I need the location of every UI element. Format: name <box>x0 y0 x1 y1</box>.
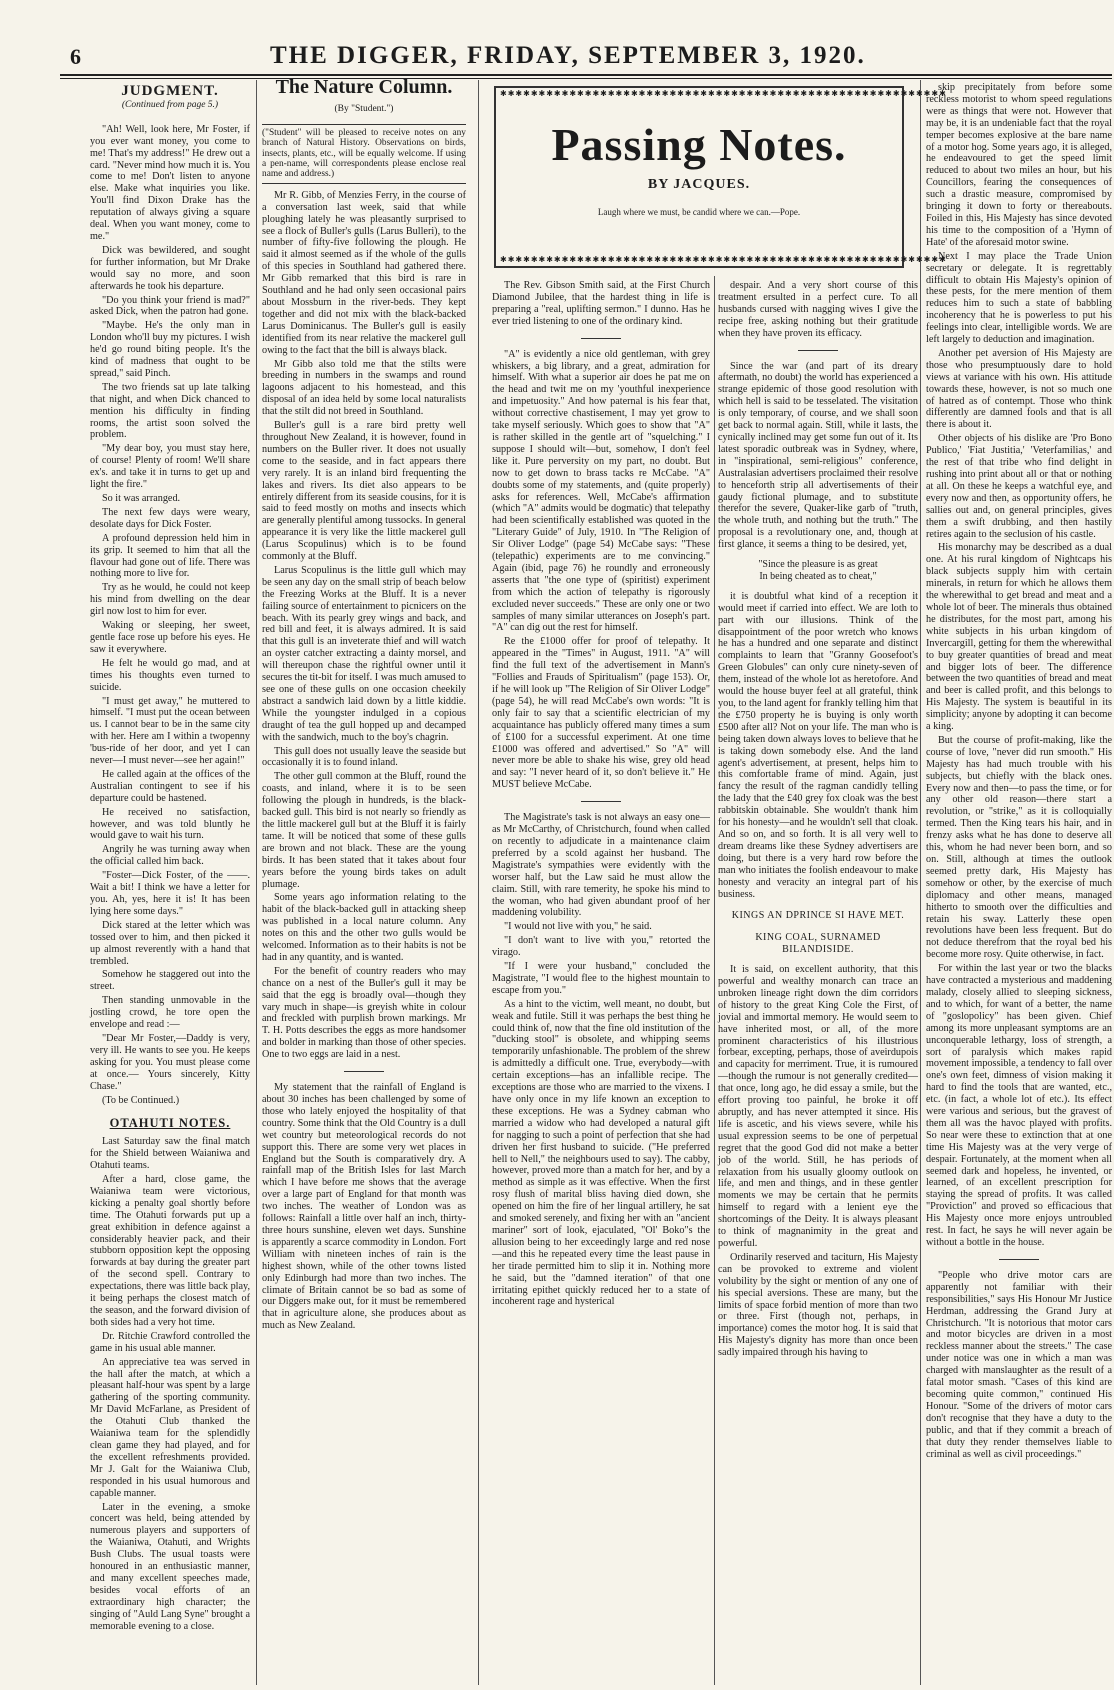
paragraph: it is doubtful what kind of a reception it would meet if carried into effect. We are loth to part with our illusions. Think of the disappointment of the poor wretch who knows he has a hundred and one separate and distinct complaints to learn that "Granny Goosefoot's Green Globules" can only cure ninety-seven of them, instead of the whole lot as heretofore. And would the house buyer feel at all grateful, think you, to the land agent for frankly telling him that the £750 property he is buying is only worth £500 after all? Not on your life. The man who is being taken down always loves to believe that he is taking down somebody else. And the land agent's advertisement, at present, helps him to this comfortable frame of mind. Again, just fancy the result of the ragman candidly telling the lady that the £40 grey fox cloak was the best rabbitskin obtainable. She wouldn't thank him for his honesty—and he wouldn't sell that cloak. And so on, and so forth. It is all very well to dream dreams like these Sydney advertisers are doing, but there is a very hard row before the man who initiates the foolish endeavour to make honesty and veracity an integral part of his business. <box>718 590 918 900</box>
star-border: ✱✱✱✱✱✱✱✱✱✱✱✱✱✱✱✱✱✱✱✱✱✱✱✱✱✱✱✱✱✱✱✱✱✱✱✱✱✱✱✱✱✱✱✱✱✱✱✱✱✱✱✱✱✱✱✱✱✱ <box>500 255 947 264</box>
masthead-rule <box>60 74 1112 76</box>
page-number: 6 <box>70 44 81 69</box>
paragraph: He received no satisfaction, however, and was told bluntly he would gave to wait his turn. <box>90 806 250 842</box>
paragraph: Try as he would, he could not keep his mind from dwelling on the dear girl now lost to him for ever. <box>90 582 250 618</box>
passing-notes-header-box <box>494 86 947 268</box>
column-divider <box>920 80 921 1685</box>
paragraph: skip precipitately from before some reckless motorist to whom speed regulations were as things that were not. However that may be, it is an undeniable fact that the royal temper becomes explosive at the bare name of a motor hog. Some years ago, it is alleged, he endeavoured to get the speed limit reduced to about two miles an hour, but his Councillors, fearing the consequences of such a drastic measure, compromised by bringing it down to forty or thereabouts. Foiled in this, His Majesty has since devoted his time to the composition of a 'Hymn of Hate' of the aforesaid motor swine. <box>926 82 1112 248</box>
paragraph: But the course of profit-making, like the course of love, "never did run smooth." His Majesty has had much trouble with his subjects, but chiefly with the black ones. Every now and then—to pass the time, or for any other old reason—there start a revolution, or "strike," as it is colloquially termed. Then the King tears his hair, and in frenzy asks what he has done to deserve all this, whom he had never been born, and so on. Still, although at times the outlook seemed pretty dark, His Majesty has somehow or other, by the exercise of much diplomacy and other means, managed hitherto to smooth over the difficulties and retain his sway. Latterly these open revolutions have been less frequent. But do not deduce therefrom that the royal bed his become more rosy. Quite otherwise, in fact. <box>926 734 1112 961</box>
verse-line: "Since the pleasure is as great <box>758 559 878 571</box>
paragraph: Buller's gull is a rare bird pretty well throughout New Zealand, it is however, found in numbers on the Buller river. It does not usually come to the seaside, and in fact appears there very rarely. It is an inland bird frequenting the lakes and rivers. Its diet also appears to be entirely different from its seaside cousins, for it is said to feed mostly on moths and insects which are generally plentiful among tussocks. In general appearance it is very like the little mackerel gull (Larus Scopulinus) which is to be found commonly at the Bluff. <box>262 420 466 563</box>
paragraph: Re the £1000 offer for proof of telepathy. It appeared in the "Times" in August, 1911. "A" will find the full text of the advertisement in Mann's "Follies and Frauds of Spiritualism" (page 153). Or, if he will look up "The Religion of Sir Oliver Lodge" (page 54), he will read McCabe's own words: "It is only fair to say that a scientific electrician of my acquaintance has publicly offered many times a sum of £100 for a successful experiment. At one time £1000 was offered and advertised." So "A" will never more be able to shake his wise, grey old head and say: "I never heard of it, so don't believe it." He MUST believe McCabe. <box>492 636 710 791</box>
column-divider <box>478 80 479 1685</box>
masthead-rule-thin <box>60 78 1112 79</box>
paragraph: After a hard, close game, the Waianiwa team were victorious, kicking a penalty goal shortly before time. The Otahuti forwards put up a great exhibition in defence against a considerably heavier pack, and their stubborn opposition kept the opposing forwards at bay during the greater part of the second spell. Contrary to expectations, there was little back play, it being perhaps the closest match of the season, and the forward division of both sides had a very hot time. <box>90 1174 250 1328</box>
column-passing-notes-3 <box>926 82 1112 1682</box>
paragraph: Somehow he staggered out into the street. <box>90 969 250 993</box>
paragraph: Angrily he was turning away when the official called him back. <box>90 844 250 868</box>
paragraph: "Ah! Well, look here, Mr Foster, if you ever want money, you come to me! That's my address!" He drew out a card. "Never mind how much it is. You come to me! Don't listen to anyone else. Make what inquiries you like. You'll find Dixon Drake has the reputation of always giving a square deal. When you want money, come to me." <box>90 123 250 242</box>
section-rule <box>798 350 838 351</box>
column-divider <box>714 276 715 1685</box>
continued-note: (Continued from page 5.) <box>121 99 219 110</box>
paragraph: "A" is evidently a nice old gentleman, with grey whiskers, a big library, and a great, admiration for himself. With what a superior air does he pat me on the head and twit me on my 'youthful inexperience and impetuosity." And how paternal is his fear that, without corrective chastisement, I may yet grow to take myself seriously. Which goes to show that "A" is rather skilled in the gentle art of "squelching." I suppose I should wilt—but, somehow, I don't feel like it. Pure perversity on my part, no doubt. But now to get down to brass tacks re McCabe. "A" doubts some of my statements, and (quite properly) asks for references. Well, McCabe's affirmation (which "A" admits would be dogmatic) that telepathy had been scientifically established was quoted in the "Literary Guide" of July, 1910. In "The Religion of Sir Oliver Lodge" (page 54) McCabe says: "These (telepathic) experiments are to me convincing." Again (ibid, page 76) he roundly and erroneously asserts that "the one type of (spiritist) experiment from which the action of telepathy is rigorously excluded never succeeds." These are only one or two samples of many similar utterances on Joseph's part. "A" can dig out the rest for himself. <box>492 348 710 634</box>
paragraph: It is said, on excellent authority, that this powerful and wealthy monarch can trace an unbroken lineage right down the dim corridors of history to the great King Cole the First, of jovial and immortal memory. He would seem to have inherited most, or all, of the more prominent characteristics of his illustrious forbear, excepting, perhaps, those of aveirdupois and capacity for merriment. True, it is rumoured—though the rumour is not generally credited—that once, long ago, he did essay a smile, but the effort proving too painful, he broke it off abruptly, and has never attempted it since. His life is ascetic, and his views severe, while his usual expression seems to be one of perpetual regret that the good God did not make a better job of the world. Still, he has periods of relaxation from his usually gloomy outlook on life, and men and things, and in these gentler moments we may be certain that he permits himself to regard with a lenient eye the shortcomings of the Deity. It is always pleasant to think of magnanimity in the great and powerful. <box>718 964 918 1249</box>
paragraph: Some years ago information relating to the habit of the black-backed gull in attacking sheep was published in a local nature column. Any notes on this and the other two gulls would be welcomed. Information as to their habits is not be had in any quantity, and is wanted. <box>262 892 466 963</box>
paragraph: Larus Scopulinus is the little gull which may be seen any day on the small strip of beach below the Freezing Works at the Bluff. It is a never failing source of entertainment to picnicers on the beach. With its pearly grey wings and back, and red bill and feet, it is always admired. It is said that this gull is an inveterate thief and will watch an oyster catcher extracting a dainty morsel, and will thereupon chase the rightful owner until it secures the tit-bit for itself. I was much amused to see one of these gulls on one occasion cheekily abstract a sandwich laid down by a little kiddie. While the youngster indulged in a copious draught of tea the gull hopped up and decamped with the sandwich, much to the boy's chagrin. <box>262 564 466 743</box>
paragraph: despair. And a very short course of this treatment ersulted in a perfect cure. To all husbands cursed with nagging wives I give the recipe free, asking nothing but their gratitude when they have proven its efficacy. <box>718 280 918 339</box>
editor-notice: ("Student" will be pleased to receive notes on any branch of Natural History. Observations on birds, insects, plants, etc., will be equally welcome. If using a pen-name, will correspondents please enclose real name and address.) <box>262 124 466 184</box>
story-title: JUDGMENT. <box>121 83 219 99</box>
paragraph: The Magistrate's task is not always an easy one—as Mr McCarthy, of Christchurch, found when called on recently to adjudicate in a maintenance claim preferred by a scold against her husband. The Magistrate's sympathies were evidently with the worser half, but the Law said he must allow the claim. Still, with rare temerity, he spoke his mind to the woman, who had given abundant proof of her maddening volubility. <box>492 812 710 919</box>
paragraph: For the benefit of country readers who may chance on a nest of the Buller's gull it may be said that the egg is broadly oval—though they vary much in shape—is greyish white in colour and freckled with purplish brown markings. Mr T. H. Potts describes the eggs as more handsomer and bolder in marking than those of other species. One to two eggs are laid in a nest. <box>262 965 466 1061</box>
column-nature <box>262 76 466 1682</box>
paragraph: As a hint to the victim, well meant, no doubt, but weak and futile. Still it was perhaps the best thing he could think of, now that the fine old institution of the "ducking stool" is obsolete, and whipping seems temporarily unfashionable. The problem of the shrew is admittedly a difficult one. True, everybody—with certain exceptions—has an infallible recipe. The exceptions are those who are married to the vixens. I have only once in my life known an exception to these exceptions. He was a Sydney cabman who married a widow who had developed a natural gift for nagging to such a point of perfection that she had driven her first husband to suicide. ("He preferred hell to Nell," the neighbours used to say). The cabby, however, proved more than a match for her, and by a method as simple as it was effective. When the first rosy flush of marital bliss having died down, she opened on him the fire of her lingual artillery, he sat and smoked serenely, and fixing her with an "ancient mariner" sort of look, ejaculated, "Ol' Boko"s the allusion being to her exceedingly large and red nose—and this he repeated every time the least pause in her tirade permitted him to slip it in. Nothing more he said, but the "damned iteration" of that one irritating epithet quickly reduced her to a state of incoherent rage and hysterical <box>492 998 710 1308</box>
paragraph: This gull does not usually leave the seaside but occasionally it is to found inland. <box>262 745 466 769</box>
star-border: ✱✱✱✱✱✱✱✱✱✱✱✱✱✱✱✱✱✱✱✱✱✱✱✱✱✱✱✱✱✱✱✱✱✱✱✱✱✱✱✱✱✱✱✱✱✱✱✱✱✱✱✱✱✱✱✱✱✱ <box>500 89 947 98</box>
paragraph: Then standing unmovable in the jostling crowd, he tore open the envelope and read :— <box>90 995 250 1031</box>
section-rule <box>999 1259 1039 1260</box>
paragraph: Mr Gibb also told me that the stilts were breeding in numbers in the swamps and round lagoons adjacent to his homestead, and this disposal of an idea held by some local naturalists that the stilt did not breed in Southland. <box>262 358 466 418</box>
paragraph: The Rev. Gibson Smith said, at the First Church Diamond Jubilee, that the hardest thing in life is preparing a "real, uplifting sermon." I dunno. Has he ever tried listening to one of the ordinary kind. <box>492 280 710 327</box>
paragraph: Later in the evening, a smoke concert was held, being attended by numerous players and supporters of the Waianiwa, Otahuti, and Wrights Bush Clubs. The usual toasts were honoured in an enthusiastic manner, and many excellent speeches made, besides vocal efforts of an extraordinary high character; the singing of "Auld Lang Syne" brought a memorable evening to a close. <box>90 1501 250 1632</box>
paragraph: "I don't want to live with you," retorted the virago. <box>492 935 710 959</box>
section-rule <box>581 801 621 802</box>
passing-notes-title: Passing Notes. <box>551 119 847 170</box>
paragraph: "Maybe. He's the only man in London who'll buy my pictures. I wish he'd go round biting people. It's the kind of madness that ought to be spread," said Pinch. <box>90 320 250 379</box>
paragraph: "People who drive motor cars are apparently not familiar with their responsibilities," says His Honour Mr Justice Herdman, addressing the Grand Jury at Christchurch. "It is notorious that motor cars and motor bicycles are driven in a most reckless manner about the streets." The case under notice was one in which a man was charged with manslaughter as the result of a fatal motor smash. "Cases of this kind are becoming quite common," continued His Honour. "Some of the drivers of motor cars don't recognise that they have a duty to the public, and that if they commit a breach of that duty they render themselves liable to criminal as well as civil proceedings." <box>926 1269 1112 1460</box>
otahuti-body <box>90 1136 250 1632</box>
letter-text: "Dear Mr Foster,—Daddy is very, very ill. He wants to see you. He keeps asking for you. You must please come at once.— Yours sincerely, Kitty Chase." <box>90 1032 250 1092</box>
to-be-continued: (To be Continued.) <box>102 1094 180 1106</box>
paragraph: Next I may place the Trade Union secretary or delegate. It is regrettably difficult to obtain His Majesty's opinion of these pests, for the mere mention of them reduces him to such a state of babbling incoherency that he is powerless to put his feelings into clear, intelligible words. We are left largely to deduction and imagination. <box>926 250 1112 346</box>
column-divider <box>256 80 257 1685</box>
paragraph: "If I were your husband," concluded the Magistrate, "I would flee to the highest mountain to escape from you." <box>492 961 710 996</box>
paragraph: Dr. Ritchie Crawford controlled the game in his usual able manner. <box>90 1330 250 1354</box>
paragraph: He felt he would go mad, and at times his thoughts even turned to suicide. <box>90 657 250 693</box>
paragraph: "Do you think your friend is mad?" asked Dick, when the patron had gone. <box>90 294 250 318</box>
otahuti-title: OTAHUTI NOTES. <box>109 1116 231 1131</box>
paragraph: His monarchy may be described as a dual one. At his rural kingdom of Nightcaps his black subjects supply him with certain minerals, in return for which he allows them the wherewithal to get bread and meat and a whole lot of beer. The minerals thus obtained he distributes, for the most part, among his white subjects in his urban kingdom of Invercargill, getting for them the wherewithal to buy greater quantities of bread and meat and bigger lots of beer. The difference between the two quantities of bread and meat and beer is called profit, and this belongs to His Majesty. The system is beautiful in its simplicity; anyone by adopting it can become a king. <box>926 542 1112 733</box>
paragraph: Mr R. Gibb, of Menzies Ferry, in the course of a conversation last week, said that while ploughing lately he was pleasantly surprised to see a flock of Buller's gulls (Larus Bulleri), to the number of fifty-five following the plough. He said it almost seemed as if the whole of the gulls of this species in Southland had gathered there. Mr Gibb remarked that this bird is rare in Southland and he had only seen occasional pairs about Mossburn in the river-beds. They kept together and did not mix with the black-backed Larus Dominicanus. The Buller's gull is easily identified from its near relative the mackerel gull owing to the fact that the bill is always black. <box>262 189 466 356</box>
byline: (By "Student.") <box>334 103 394 114</box>
motto: Laugh where we must, be candid where we can.—Pope. <box>597 207 801 217</box>
paragraph: "I must get away," he muttered to himself. "I must put the ocean between us. I cannot bear to be in the same city with her. Here am I within a twopenny 'bus-ride of her door, and yet I can never—I must never—see her again!" <box>90 695 250 767</box>
section-rule <box>344 1071 384 1072</box>
paragraph: Another pet aversion of His Majesty are those who presumptuously dare to hold views at variance with his own. His attitude towards these, however, is not so much one of hatred as of contempt. Those who think differently are damned fools and that is all there is about it. <box>926 347 1112 431</box>
paragraph: Since the war (and part of its dreary aftermath, no doubt) the world has experienced a strange epidemic of those good resolution with which hell is said to be tesselated. The visitation is only temporary, of course, and we shall soon get back to normal again. Still, while it lasts, the cynically inclined may get some fun out of it. Its latest sporadic outbreak was in Sydney, where, in "inspirational, semi-religious" conference, Australasian advertisers proclaimed their resolve to henceforth strip all advertisements of their gaudy fictional plumage, and to substitute therefor the severe, Quaker-like garb of "truth, the whole truth, and nothing but the truth." The proposal is a revolutionary one, and, though at first glance, it seems a thing to be desired, yet, <box>718 360 918 551</box>
paragraph: Dick was bewildered, and sought for further information, but Mr Drake would say no more, and soon afterwards he took his departure. <box>90 244 250 292</box>
paragraph: "My dear boy, you must stay here, of course! Plenty of room! We'll share ex's. and take it in turns to get up and light the fire." <box>90 443 250 491</box>
paragraph: Waking or sleeping, her sweet, gentle face rose up before his eyes. He saw it everywhere. <box>90 620 250 655</box>
newspaper-title: THE DIGGER, FRIDAY, SEPTEMBER 3, 1920. <box>270 42 866 69</box>
paragraph: "I would not live with you," he said. <box>504 921 652 933</box>
section-rule <box>581 338 621 339</box>
paragraph: The next few days were weary, desolate days for Dick Foster. <box>90 506 250 530</box>
paragraph: Other objects of his dislike are 'Pro Bono Publico,' 'Fiat Justitia,' 'Veterfamilias,' and the rest of that tribe who find delight in rushing into print about all or that or nothing at all. On these he keeps a watchful eye, and every now and then, as opportunity offers, he sallies out and, on general principles, gives them a swift drubbing, and then hastily retires again to the seclusion of his castle. <box>926 433 1112 540</box>
story-body <box>90 124 250 1107</box>
verse-line: In being cheated as to cheat," <box>759 570 877 582</box>
paragraph: The other gull common at the Bluff, round the coasts, and inland, where it is to be seen following the plough in hundreds, is the black-backed gull. This bird is not nearly so friendly as the little mackerel gull but at the Bluff it is fairly tame. It will be noticed that some of these gulls are brown and not black. These are the young birds. It has been stated that it takes about four years before the young birds takes on adult plumage. <box>262 771 466 890</box>
column-passing-notes-1 <box>492 280 710 1682</box>
kings-heading: KINGS AN DPRINCE SI HAVE MET. <box>731 910 905 922</box>
king-coal-heading: KING COAL, SURNAMED BILANDISIDE. <box>755 932 881 956</box>
paragraph: Dick stared at the letter which was tossed over to him, and then picked it up almost reverently with a hand that trembled. <box>90 919 250 967</box>
paragraph: Ordinarily reserved and taciturn, His Majesty can be provoked to extreme and violent volubility by the sight or mention of any one of his special aversions. These are many, but the limits of space forbid mention of more than two or three. First (though not, perhaps, in importance) comes the motor hog. It is said that His Majesty's dignity has more than once been sadly impaired through his having to <box>718 1251 918 1359</box>
nature-column-title: The Nature Column. <box>275 76 453 98</box>
paragraph: The two friends sat up late talking that night, and when Dick chanced to mention his difficulty in finding rooms, the artist soon solved the problem. <box>90 381 250 441</box>
column-passing-notes-2 <box>718 280 918 1682</box>
masthead <box>60 40 1110 70</box>
paragraph: My statement that the rainfall of England is about 30 inches has been challenged by some of those who lately enjoyed the hospitality of that country. Some think that the Old Country is a dull wet country but meteorological records do not support this. There are some very wet places in England but the South is comparatively dry. A rainfall map of the British Isles for last March which I have before me shows that the average over a large part of England for that month was two inches. The weather of London was as follows: Rainfall a little over half an inch, thirty-three hours sunshine, eleven wet days. Sunshine is apparently a scarce commodity in London. Fort William with nineteen inches of rain is the highest shown, while of the other towns listed only Edinburgh had more than two inches. The climate of Britain cannot be so bad as some of our Diggers make out, for it must be remembered that in agriculture alone, she produces about as much as New Zealand. <box>262 1082 466 1332</box>
verse-quote <box>718 559 918 583</box>
paragraph: An appreciative tea was served in the hall after the match, at which a pleasant half-hour was spent by a large gathering of the sporting community. Mr David McFarlane, as President of the Otahuti Club thanked the Waianiwa team for the splendidly clean game they had played, and for the excellent refreshments provided. Mr J. Galt for the Waianiwa Club, responded in his usual humorous and capable manner. <box>90 1356 250 1499</box>
paragraph: "Foster—Dick Foster, of the ——. Wait a bit! I think we have a letter for you. Ah, yes, here it is! It has been lying here some days." <box>90 870 250 917</box>
paragraph: He called again at the offices of the Australian contingent to see if his departure could be hastened. <box>90 768 250 804</box>
paragraph: So it was arranged. <box>102 493 181 504</box>
passing-notes-byline: BY JACQUES. <box>647 177 751 192</box>
column-judgment <box>90 82 250 1682</box>
paragraph: For within the last year or two the blacks have contracted a mysterious and maddening malady, closely allied to sleeping sickness, and to which, for want of a better, the name of "goslopolicy" has been given. Chief among its more unpleasant symptoms are an unconquerable lethargy, loss of strength, a sort of paralysis which makes rapid movement impossible, a tendency to fall over one's own feet, dimness of vision making it hard to find the tools that are wanted, etc., etc. (in fact, a whole lot of etc.). Its effect were various and serious, but the gravest of them all was the havoc played with profits. So near were these to extinction that at one time His Majesty was at the very verge of despair. Fortunately, at the moment when all seemed dark and hopeless, he invented, or learned, of an excellent prescription for staying the spread of profits. It was called "Proviction" and proved so efficacious that His Majesty once more enjoys untroubled rest. In fact, he says he will never again be without a bottle in the house. <box>926 963 1112 1248</box>
paragraph: A profound depression held him in its grip. It seemed to him that all the flavour had gone out of life. There was nothing more to live for. <box>90 532 250 580</box>
paragraph: Last Saturday saw the final match for the Shield between Waianiwa and Otahuti teams. <box>90 1136 250 1172</box>
